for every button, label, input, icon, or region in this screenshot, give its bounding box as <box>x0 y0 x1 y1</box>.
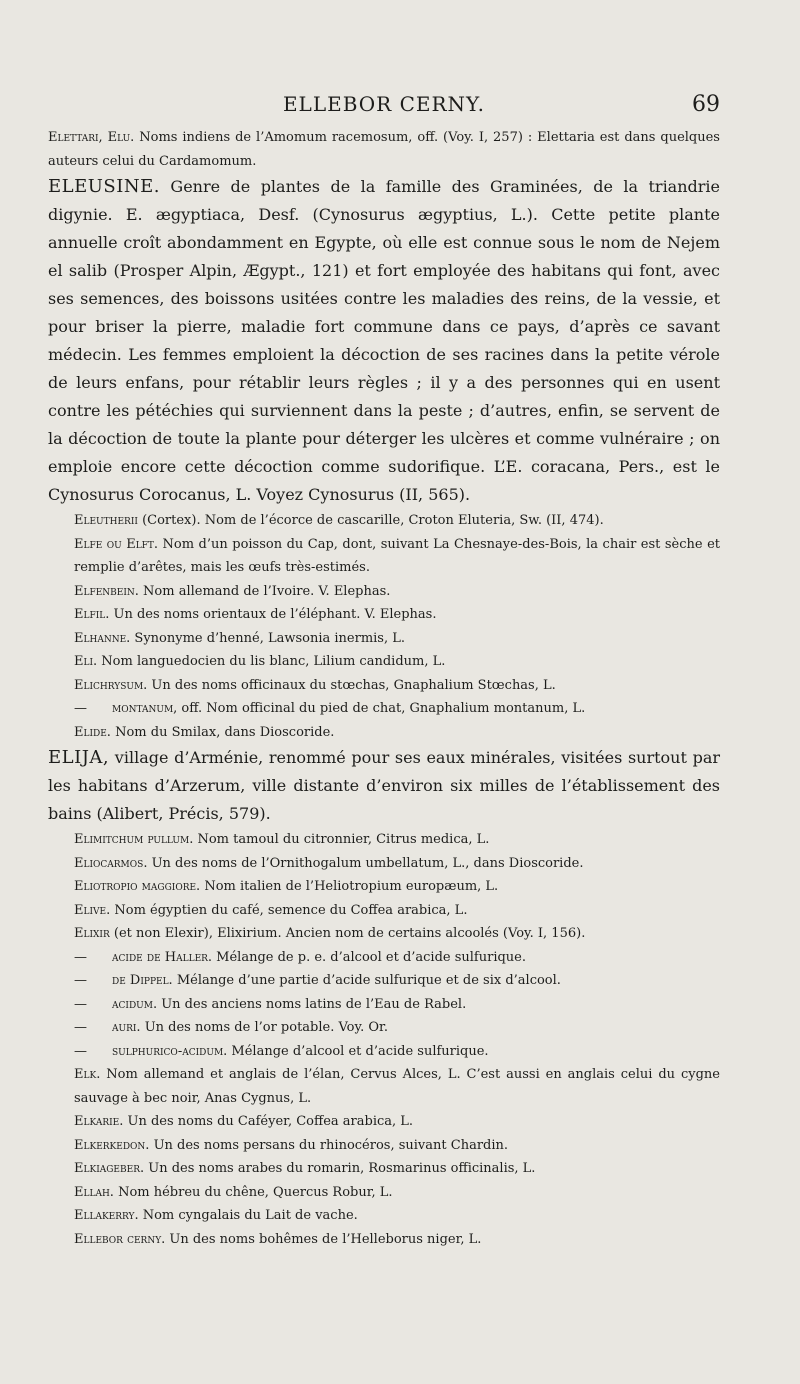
entry-text: Nom allemand et anglais de l’élan, Cervus Alces, L. C’est aussi en anglais celui du cygne sauvage à bec noir, Anas Cygnus, L. <box>74 1067 720 1106</box>
dictionary-entry <box>48 627 720 651</box>
subentry-dash: — <box>74 973 87 988</box>
entry-headword: Eliotropio maggiore. <box>74 879 201 894</box>
dictionary-entry <box>48 1063 720 1110</box>
entry-headword: Eli. <box>74 654 98 669</box>
entry-text: Un des noms bohêmes de l’Helleborus niger, L. <box>165 1231 482 1247</box>
subentry-dash: — <box>74 1043 87 1059</box>
dictionary-entry <box>48 650 720 674</box>
entry-text: Un des noms arabes du romarin, Rosmarinus officinalis, L. <box>144 1161 536 1176</box>
subentry-dash: — <box>74 949 87 965</box>
dictionary-entry <box>48 922 720 946</box>
dictionary-subentry <box>48 1040 720 1064</box>
dictionary-entry <box>48 1181 720 1205</box>
entry-text: Nom languedocien du lis blanc, Lilium candidum, L. <box>97 654 446 669</box>
page-content <box>48 126 720 1326</box>
entry-text: off. Nom officinal du pied de chat, Gnaphalium montanum, L. <box>177 701 586 716</box>
dictionary-entry <box>48 1204 720 1228</box>
entry-text: (Cortex). Nom de l’écorce de cascarille, Croton Eluteria, Sw. (II, 474). <box>137 513 604 528</box>
entry-headword: Eliocarmos. <box>74 855 148 871</box>
dictionary-entry <box>48 721 720 745</box>
entry-text: Un des anciens noms latins de l’Eau de Rabel. <box>157 996 467 1012</box>
entry-headword: auri. <box>112 1020 141 1035</box>
dictionary-subentry <box>48 697 720 721</box>
dictionary-entry <box>48 126 720 173</box>
entry-headword: Elive. <box>74 902 111 918</box>
dictionary-subentry <box>48 1016 720 1040</box>
page-number: 69 <box>692 92 720 117</box>
dictionary-entry <box>48 580 720 604</box>
subentry-dash: — <box>74 1020 87 1035</box>
entry-headword: acide de Haller. <box>112 949 213 965</box>
dictionary-entry <box>48 875 720 899</box>
entry-text: Mélange d’une partie d’acide sulfurique et de six d’alcool. <box>172 973 561 988</box>
entry-headword: Elimitchum pullum. <box>74 832 194 847</box>
dictionary-entry <box>48 674 720 698</box>
entry-headword: sulphurico-acidum. <box>112 1043 228 1059</box>
entry-text: Nom cyngalais du Lait de vache. <box>138 1208 358 1223</box>
entry-headword: ELIJA, <box>48 747 110 768</box>
dictionary-subentry <box>48 993 720 1017</box>
entry-text: Nom hébreu du chêne, Quercus Robur, L. <box>113 1184 393 1200</box>
entry-text: Un des noms orientaux de l’éléphant. V. Elephas. <box>109 607 437 622</box>
entry-text: Noms indiens de l’Amomum racemosum, off. (Voy. I, 257) : Elettaria est dans quelques auteurs celui du Cardamomum. <box>48 130 720 169</box>
entry-text: Genre de plantes de la famille des Graminées, de la triandrie digynie. E. ægyptiaca, Desf. (Cynosurus ægyptius, L.). Cette petite plante annuelle croît abondamment en Egypte, où elle est connue sous le nom de Nejem el salib (Prosper Alpin, Ægypt., 121) et fort employée des habitans qui font, avec ses semences, des boissons usitées contre les maladies des reins, de la vessie, et pour briser la pierre, maladie fort commune dans ce pays, d’après ce savant médecin. Les femmes emploient la décoction de ses racines dans la petite vérole de leurs enfans, pour rétablir leurs règles ; il y a des personnes qui en usent contre les pétéchies qui surviennent dans la peste ; d’autres, enfin, se servent de la décoction de toute la plante pour déterger les ulcères et comme vulnéraire ; on emploie encore cette décoction comme sudorifique. L’E. coracana, Pers., est le Cynosurus Corocanus, L. Voyez Cynosurus (II, 565). <box>48 177 720 504</box>
subentry-dash: — <box>74 996 87 1012</box>
entry-text: Un des noms officinaux du stœchas, Gnaphalium Stœchas, L. <box>147 677 556 693</box>
dictionary-entry <box>48 603 720 627</box>
entry-headword: Elixir <box>74 926 110 941</box>
entry-headword: Ellebor cerny. <box>74 1231 166 1247</box>
entry-headword: acidum. <box>112 996 158 1012</box>
entry-text: (et non Elexir), Elixirium. Ancien nom de certains alcoolés (Voy. I, 156). <box>109 926 586 941</box>
entry-headword: Elfe ou Elft. <box>74 536 159 552</box>
dictionary-entry <box>48 509 720 533</box>
entry-text: Mélange de p. e. d’alcool et d’acide sulfurique. <box>212 949 527 965</box>
entry-headword: Ellakerry. <box>74 1208 139 1223</box>
entry-headword: Elfil. <box>74 607 110 622</box>
entry-headword: Elichrysum. <box>74 677 148 693</box>
entry-headword: Eleutherii <box>74 513 138 528</box>
running-head: ELLEBOR CERNY. <box>282 92 486 116</box>
entry-headword: Elhanne. <box>74 630 131 646</box>
entry-headword: Elide. <box>74 724 111 740</box>
entry-text: Nom italien de l’Heliotropium europæum, L. <box>200 879 499 894</box>
entry-text: village d’Arménie, renommé pour ses eaux minérales, visitées surtout par les habitans d’Arzerum, ville distante d’environ six milles de l’établissement des bains (Alibert, Précis, 579). <box>48 748 720 823</box>
entry-headword: Elkiageber. <box>74 1161 145 1176</box>
dictionary-entry <box>48 533 720 580</box>
subentry-dash: — <box>74 701 87 716</box>
entry-headword: Elkarie. <box>74 1114 124 1129</box>
entry-text: Nom allemand de l’Ivoire. V. Elephas. <box>138 583 391 599</box>
dictionary-entry <box>48 1157 720 1181</box>
entry-text: Nom du Smilax, dans Dioscoride. <box>110 724 335 740</box>
dictionary-entry <box>48 1134 720 1158</box>
dictionary-subentry <box>48 946 720 970</box>
entry-text: Nom égyptien du café, semence du Coffea arabica, L. <box>110 902 468 918</box>
dictionary-subentry <box>48 969 720 993</box>
entry-headword: Elettari, Elu. <box>48 130 135 145</box>
entry-text: Un des noms de l’Ornithogalum umbellatum, L., dans Dioscoride. <box>147 855 584 871</box>
entry-headword: Elkerkedon. <box>74 1137 150 1153</box>
dictionary-entry <box>48 828 720 852</box>
entry-text: Synonyme d’henné, Lawsonia inermis, L. <box>130 630 406 646</box>
dictionary-entry <box>48 744 720 828</box>
entry-headword: ELEUSINE. <box>48 176 160 197</box>
entry-headword: Elfenbein. <box>74 583 139 599</box>
entry-headword: montanum, <box>112 701 178 716</box>
entry-text: Un des noms persans du rhinocéros, suivant Chardin. <box>149 1137 509 1153</box>
dictionary-entry <box>48 899 720 923</box>
dictionary-entry <box>48 1110 720 1134</box>
entry-text: Mélange d’alcool et d’acide sulfurique. <box>227 1043 489 1059</box>
page-header <box>48 92 720 126</box>
entry-text: Nom d’un poisson du Cap, dont, suivant La Chesnaye-des-Bois, la chair est sèche et remplie d’arêtes, mais les œufs très-estimés. <box>74 536 720 575</box>
dictionary-entry <box>48 1228 720 1252</box>
entry-headword: de Dippel. <box>112 973 173 988</box>
entry-headword: Ellah. <box>74 1184 114 1200</box>
entry-text: Nom tamoul du citronnier, Citrus medica, L. <box>193 832 490 847</box>
entry-text: Un des noms de l’or potable. Voy. Or. <box>140 1020 388 1035</box>
entry-text: Un des noms du Caféyer, Coffea arabica, L. <box>123 1114 414 1129</box>
dictionary-entry <box>48 852 720 876</box>
dictionary-entry <box>48 173 720 509</box>
entry-headword: Elk. <box>74 1067 101 1082</box>
